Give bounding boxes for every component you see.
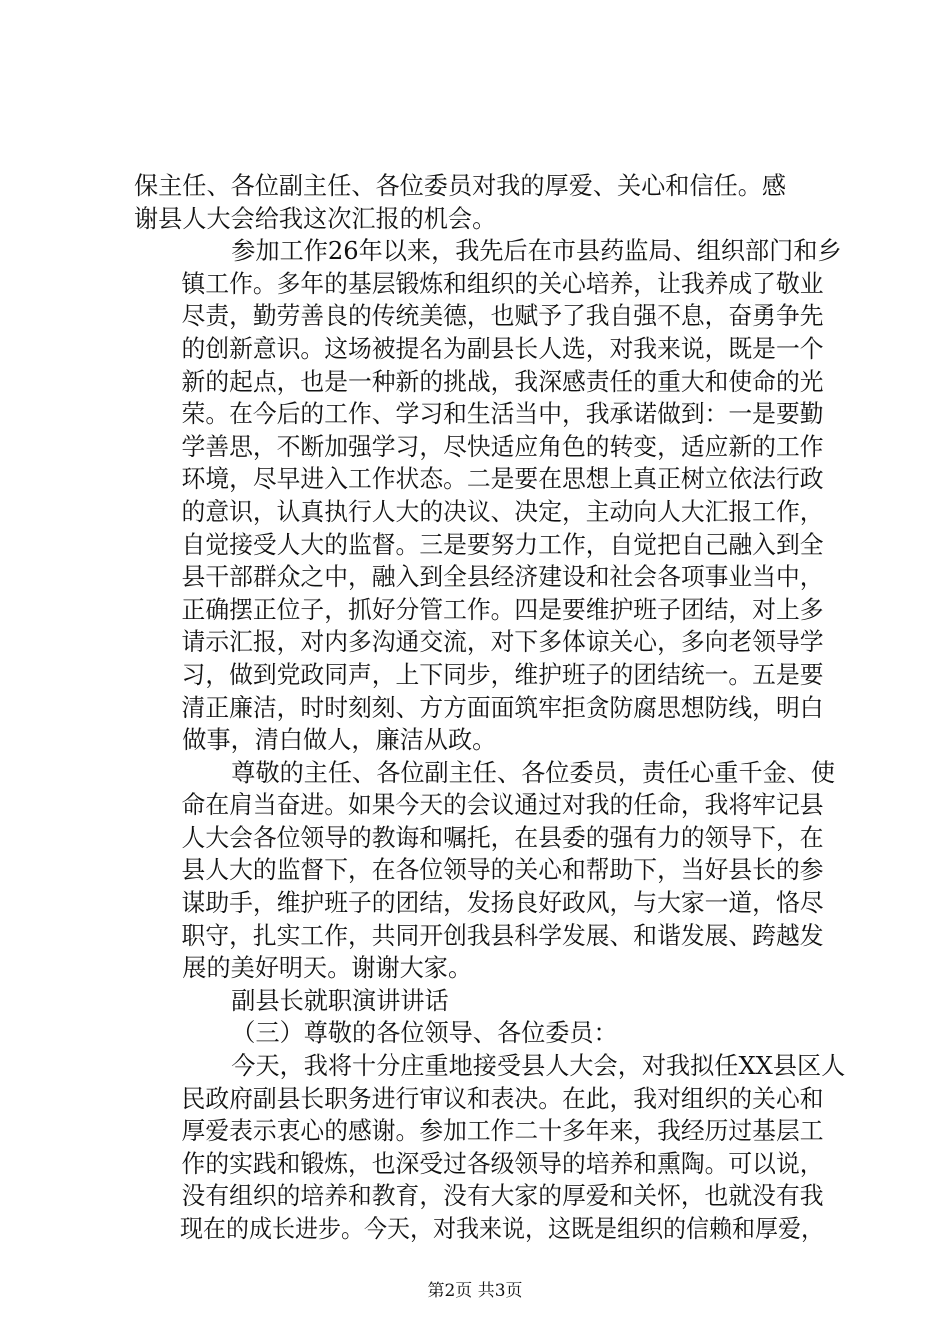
text-line: 环境，尽早进入工作状态。二是要在思想上真正树立依法行政 — [181, 464, 824, 494]
text-line: 谋助手，维护班子的团结，发扬良好政风，与大家一道，恪尽 — [181, 888, 824, 918]
text-line: 学善思，不断加强学习，尽快适应角色的转变，适应新的工作 — [181, 431, 824, 461]
text-line: 县人大的监督下，在各位领导的关心和帮助下，当好县长的参 — [181, 855, 824, 885]
text-line: 习，做到党政同声，上下同步，维护班子的团结统一。五是要 — [181, 659, 824, 689]
text-line: 尊敬的主任、各位副主任、各位委员，责任心重千金、使 — [231, 757, 836, 787]
paragraph — [134, 235, 842, 757]
text-line: 清正廉洁，时时刻刻、方方面面筑牢拒贪防腐思想防线，明白 — [181, 692, 824, 722]
text-line: 荣。在今后的工作、学习和生活当中，我承诺做到：一是要勤 — [181, 399, 824, 429]
text-line: 尽责，勤劳善良的传统美德，也赋予了我自强不息，奋勇争先 — [181, 301, 824, 331]
page-footer: 第2页 共3页 — [427, 1281, 523, 1301]
text-line: 现在的成长进步。今天，对我来说，这既是组织的信赖和厚爱， — [180, 1214, 824, 1243]
text-line: 镇工作。多年的基层锻炼和组织的关心培养，让我养成了敬业 — [181, 268, 824, 298]
document-body — [134, 170, 846, 1246]
paragraph — [134, 985, 834, 1018]
text-line: 县干部群众之中，融入到全县经济建设和社会各项事业当中， — [181, 562, 824, 592]
text-line: 正确摆正位子，抓好分管工作。四是要维护班子团结，对上多 — [181, 594, 824, 624]
text-line: 没有组织的培养和教育，没有大家的厚爱和关怀，也就没有我 — [181, 1181, 824, 1211]
text-line: 新的起点，也是一种新的挑战，我深感责任的重大和使命的光 — [181, 366, 824, 396]
text-line: 副县长就职演讲讲话 — [231, 985, 449, 1015]
paragraph — [134, 1050, 846, 1246]
text-line: 保主任、各位副主任、各位委员对我的厚爱、关心和信任。感 — [134, 171, 787, 200]
text-line: 厚爱表示衷心的感谢。参加工作二十多年来，我经历过基层工 — [181, 1116, 824, 1146]
paragraph — [134, 757, 834, 985]
text-line: 的意识，认真执行人大的决议、决定，主动向人大汇报工作， — [181, 496, 824, 526]
paragraph — [134, 1017, 834, 1050]
text-line: 命在肩当奋进。如果今天的会议通过对我的任命，我将牢记县 — [181, 790, 824, 820]
paragraph — [134, 170, 834, 235]
text-line: 自觉接受人大的监督。三是要努力工作，自觉把自己融入到全 — [181, 529, 824, 559]
text-line: 作的实践和锻炼，也深受过各级领导的培养和熏陶。可以说， — [181, 1148, 824, 1178]
text-line: 职守，扎实工作，共同开创我县科学发展、和谐发展、跨越发 — [181, 920, 824, 950]
text-line: 参加工作26年以来，我先后在市县药监局、组织部门和乡 — [231, 236, 842, 266]
text-line: 展的美好明天。谢谢大家。 — [182, 953, 473, 983]
text-line: 民政府副县长职务进行审议和表决。在此，我对组织的关心和 — [181, 1083, 824, 1113]
text-line: 人大会各位领导的教诲和嘱托，在县委的强有力的领导下，在 — [181, 822, 824, 852]
text-line: 谢县人大会给我这次汇报的机会。 — [134, 203, 497, 233]
text-line: 做事，清白做人，廉洁从政。 — [182, 725, 497, 755]
text-line: 今天，我将十分庄重地接受县人大会，对我拟任XX县区人 — [231, 1051, 846, 1081]
text-line: 的创新意识。这场被提名为副县长人选，对我来说，既是一个 — [181, 333, 824, 363]
text-line: （三）尊敬的各位领导、各位委员： — [231, 1018, 618, 1048]
text-line: 请示汇报，对内多沟通交流，对下多体谅关心，多向老领导学 — [181, 627, 824, 657]
